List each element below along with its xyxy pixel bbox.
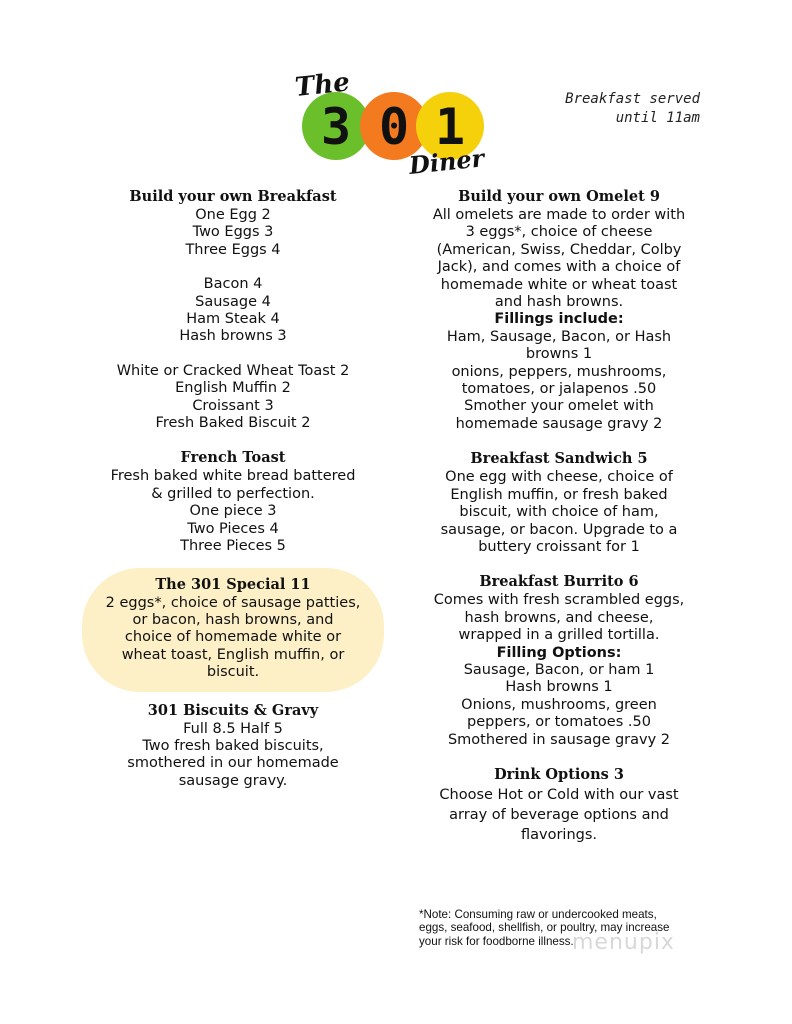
logo-digit-0: 0 xyxy=(378,98,410,156)
menu-item: Three Pieces 5 xyxy=(180,538,286,555)
filling-item: homemade sausage gravy 2 xyxy=(455,415,663,432)
watermark: menupix xyxy=(572,930,675,955)
left-column xyxy=(86,188,380,790)
menu-item: Two Eggs 3 xyxy=(192,224,274,241)
menu-item: Bacon 4 xyxy=(203,276,263,293)
burrito-section xyxy=(414,573,704,749)
biscuits-gravy-section xyxy=(86,702,380,791)
hours-line-1: Breakfast served xyxy=(565,91,700,107)
build-breakfast-title: Build your own Breakfast xyxy=(129,188,337,205)
section-description: wrapped in a grilled tortilla. xyxy=(458,627,660,644)
section-description: 2 eggs*, choice of sausage patties, xyxy=(105,594,361,611)
section-description: homemade white or wheat toast xyxy=(440,276,678,293)
section-description: Two fresh baked biscuits, xyxy=(142,737,324,754)
note-line: *Note: Consuming raw or undercooked meats, xyxy=(419,908,657,921)
menu-item: One piece 3 xyxy=(189,503,277,520)
menu-item: Ham Steak 4 xyxy=(186,311,280,328)
filling-item: Smothered in sausage gravy 2 xyxy=(447,731,671,748)
filling-options-subtitle: Filling Options: xyxy=(496,644,622,661)
section-description: All omelets are made to order with xyxy=(432,207,686,223)
filling-item: Sausage, Bacon, or ham 1 xyxy=(463,661,655,678)
section-description: or bacon, hash browns, and xyxy=(132,611,334,628)
menu-item: Croissant 3 xyxy=(192,397,274,414)
omelet-section xyxy=(414,188,704,433)
filling-item: peppers, or tomatoes .50 xyxy=(467,714,651,731)
menu-item: Two Pieces 4 xyxy=(187,520,279,537)
menu-item: English Muffin 2 xyxy=(175,380,291,397)
section-description: array of beverage options and xyxy=(449,806,669,823)
section-description: Fresh baked white bread battered xyxy=(110,468,356,485)
section-description: hash browns, and cheese, xyxy=(464,609,654,626)
section-description: Choose Hot or Cold with our vast xyxy=(439,786,679,803)
special-highlight xyxy=(82,568,384,692)
logo-digit-1: 1 xyxy=(434,98,466,156)
logo-digit-3: 3 xyxy=(320,98,352,156)
section-description: smothered in our homemade xyxy=(127,755,339,772)
section-description: wheat toast, English muffin, or xyxy=(121,646,345,663)
filling-item: Onions, mushrooms, green xyxy=(461,696,657,713)
filling-item: Ham, Sausage, Bacon, or Hash xyxy=(446,328,672,345)
filling-item: browns 1 xyxy=(525,346,593,363)
filling-item: onions, peppers, mushrooms, xyxy=(451,363,667,380)
section-description: One egg with cheese, choice of xyxy=(445,469,673,486)
hours-line-2: until 11am xyxy=(615,110,700,126)
section-description: buttery croissant for 1 xyxy=(478,538,640,555)
diner-logo xyxy=(292,66,494,184)
section-description: 3 eggs*, choice of cheese xyxy=(465,224,653,241)
menu-item: Three Eggs 4 xyxy=(185,241,281,258)
logo-the: The xyxy=(293,67,352,103)
build-breakfast-section xyxy=(86,188,380,432)
menu-item: Fresh Baked Biscuit 2 xyxy=(155,415,311,432)
special-title: The 301 Special 11 xyxy=(155,575,311,593)
sandwich-section xyxy=(414,450,704,556)
section-description: flavorings. xyxy=(520,826,598,843)
filling-item: tomatoes, or jalapenos .50 xyxy=(461,381,657,398)
note-line: your risk for foodborne illness. xyxy=(419,934,574,948)
filling-item: Hash browns 1 xyxy=(505,679,613,696)
menu-item: Hash browns 3 xyxy=(179,328,287,345)
section-description: & grilled to perfection. xyxy=(151,485,315,502)
section-description: Comes with fresh scrambled eggs, xyxy=(433,592,685,609)
burrito-title: Breakfast Burrito 6 xyxy=(479,573,639,591)
omelet-title: Build your own Omelet 9 xyxy=(458,188,660,205)
section-description: and hash browns. xyxy=(494,294,624,311)
filling-item: Smother your omelet with xyxy=(464,398,654,415)
section-description: choice of homemade white or xyxy=(124,629,342,646)
section-description: Jack), and comes with a choice of xyxy=(437,259,681,276)
sandwich-title: Breakfast Sandwich 5 xyxy=(470,450,648,468)
menu-item: One Egg 2 xyxy=(195,207,271,223)
breakfast-hours xyxy=(540,90,700,128)
section-description: Full 8.5 Half 5 xyxy=(183,720,283,737)
note-line: eggs, seafood, shellfish, or poultry, may increase xyxy=(419,921,670,935)
menu-item: Sausage 4 xyxy=(195,293,271,310)
section-description: biscuit. xyxy=(206,664,260,681)
menu-item: White or Cracked Wheat Toast 2 xyxy=(116,362,350,379)
biscuits-gravy-title: 301 Biscuits & Gravy xyxy=(147,701,319,719)
drink-section xyxy=(414,766,704,845)
logo-diner: Diner xyxy=(407,143,486,180)
section-description: sausage gravy. xyxy=(178,772,288,789)
section-description: English muffin, or fresh baked xyxy=(450,486,668,503)
french-toast-title: French Toast xyxy=(180,449,286,467)
drink-title: Drink Options 3 xyxy=(494,765,624,783)
section-description: biscuit, with choice of ham, xyxy=(459,504,659,521)
right-column xyxy=(414,188,704,845)
fillings-subtitle: Fillings include: xyxy=(494,311,624,328)
section-description: sausage, or bacon. Upgrade to a xyxy=(440,521,678,538)
section-description: (American, Swiss, Cheddar, Colby xyxy=(436,241,682,258)
french-toast-section xyxy=(86,449,380,555)
